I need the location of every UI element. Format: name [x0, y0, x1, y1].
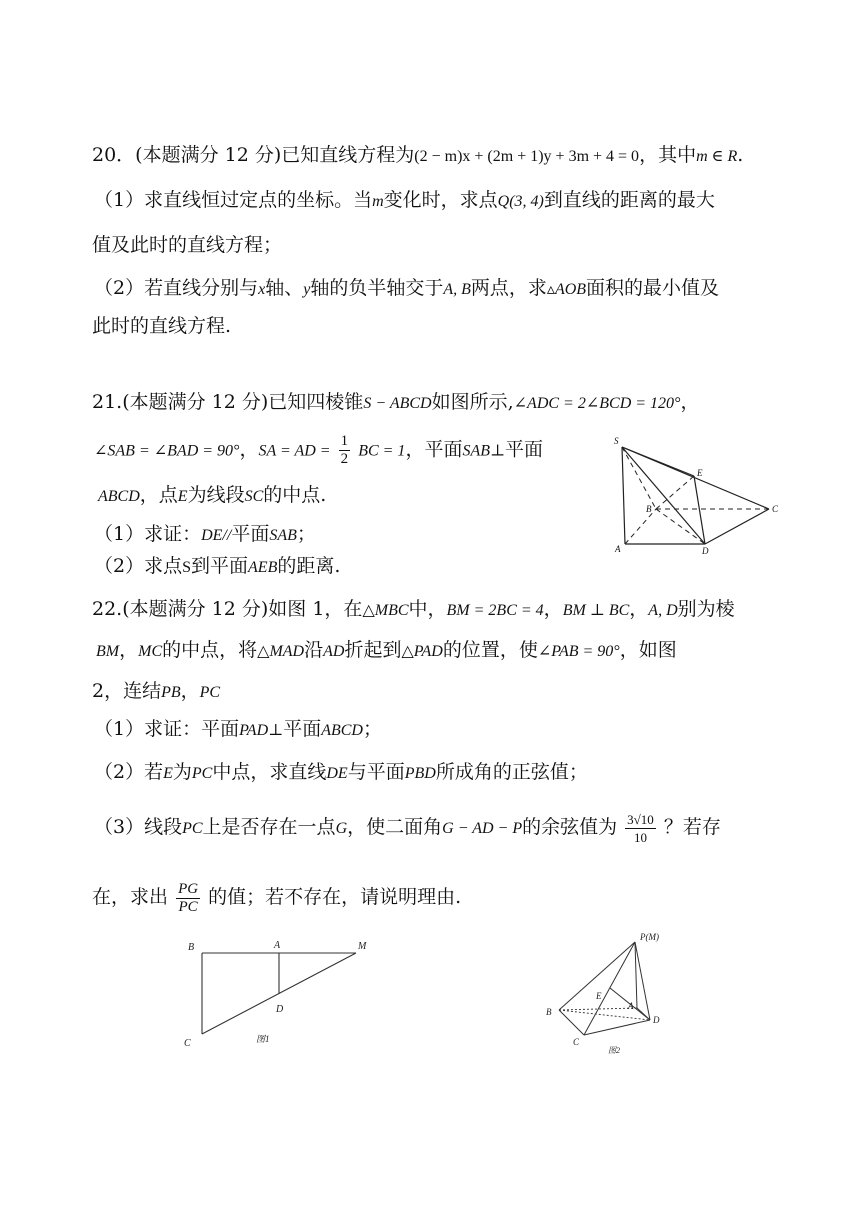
label-C: C: [573, 1037, 580, 1047]
label-B: B: [646, 504, 652, 514]
q20-part1-line-1: （1）求直线恒过定点的坐标。当m变化时，求点Q(3, 4)到直线的距离的最大: [94, 189, 715, 211]
label-D: D: [702, 546, 709, 556]
label-D: D: [653, 1015, 660, 1025]
q21-part2: （2）求点S到平面AEB的距离.: [94, 555, 341, 577]
label-E: E: [596, 991, 602, 1001]
q20-part1-line-2: 值及此时的直线方程；: [92, 234, 283, 256]
edge-DC: [705, 509, 769, 544]
q22-line-3: 2，连结PB，PC: [92, 680, 221, 702]
edge-SD: [622, 447, 705, 544]
figure-2-caption: 图2: [608, 1046, 620, 1055]
q21-header: 21.(本题满分 12 分)已知四棱锥: [92, 391, 364, 413]
q21-line-2: ∠SAB = ∠BAD = 90°，SA = AD = $\frac{1}{2}$ BC = 1，平面SAB⊥平面: [94, 433, 544, 467]
edge-AB-hidden: [625, 509, 656, 544]
label-B: B: [188, 942, 195, 953]
q22-part2: （2）若E为PC中点，求直线DE与平面PBD所成角的正弦值；: [94, 761, 588, 783]
label-B: B: [546, 1007, 552, 1017]
label-C: C: [184, 1038, 191, 1049]
label-P: P(M): [640, 932, 659, 942]
q20-part2-line-1: （2）若直线分别与x轴、y轴的负半轴交于A, B两点，求▵AOB面积的最小值及: [94, 277, 720, 299]
q20-line-1: 20．(本题满分 12 分)已知直线方程为(2 − m)x + (2m + 1)y + 3m + 4 = 0，其中m ∈ R.: [92, 144, 744, 166]
label-A: A: [628, 1001, 634, 1011]
label-A: A: [274, 940, 281, 951]
q22-figure-2: [540, 926, 690, 1060]
q20-point-q: Q(3, 4): [497, 193, 544, 210]
edge-SA: [622, 447, 625, 544]
q20-equation: (2 − m)x + (2m + 1)y + 3m + 4 = 0: [414, 148, 640, 165]
edge-BD-hidden: [559, 1010, 650, 1020]
q22-part3-cont: 在，求出 $\frac{PG}{PC}$ 的值；若不存在，请说明理由.: [92, 880, 462, 915]
label-A: A: [615, 544, 621, 554]
q22-part3: （3）线段PC上是否存在一点G，使二面角G − AD − P的余弦值为 $\frac{3√10}{10}$ ？若存: [94, 811, 721, 845]
figure-1-caption: 图1: [256, 1034, 270, 1044]
q21-line-3: ABCD，点E为线段SC的中点.: [98, 484, 327, 506]
edge-BD-hidden: [656, 509, 705, 544]
q22-line-2: BM，MC的中点，将△MAD沿AD折起到△PAD的位置，使∠PAB = 90°，如图: [96, 639, 677, 661]
label-D: D: [276, 1004, 284, 1015]
q21-pyramid-figure: [608, 432, 788, 560]
edge-BC: [559, 1010, 584, 1035]
q22-figure-1: [178, 934, 378, 1052]
edge-SE: [622, 447, 694, 476]
q20-part2-line-2: 此时的直线方程.: [92, 315, 232, 337]
q22-ratio-fraction: $\frac{PG}{PC}$: [178, 880, 199, 915]
label-S: S: [614, 436, 619, 446]
label-M: M: [358, 941, 367, 952]
edge-SB-hidden: [622, 447, 656, 509]
q22-part1: （1）求证：平面PAD⊥平面ABCD；: [94, 718, 382, 740]
edge-CD: [584, 1020, 650, 1035]
q21-part1: （1）求证：DE//平面SAB；: [94, 523, 316, 545]
edge-PC: [584, 942, 635, 1035]
q20-header: 20．(本题满分 12 分)已知直线方程为: [92, 144, 415, 166]
q22-header: 22.(本题满分 12 分)如图 1，在: [92, 598, 363, 620]
q20-m-in-r: m ∈ R: [696, 148, 738, 165]
label-C: C: [772, 504, 779, 514]
label-E: E: [697, 468, 703, 478]
q21-fraction-half: $\frac{1}{2}$: [340, 433, 349, 467]
q21-line-1: 21.(本题满分 12 分)已知四棱锥S − ABCD如图所示,∠ADC = 2∠BCD = 120°，: [92, 391, 700, 413]
q22-line-1: 22.(本题满分 12 分)如图 1，在△MBC中，BM = 2BC = 4，BM ⊥ BC，A, D别为棱: [92, 598, 735, 620]
q22-cos-fraction: $\frac{3√10}{10}$: [627, 811, 654, 845]
